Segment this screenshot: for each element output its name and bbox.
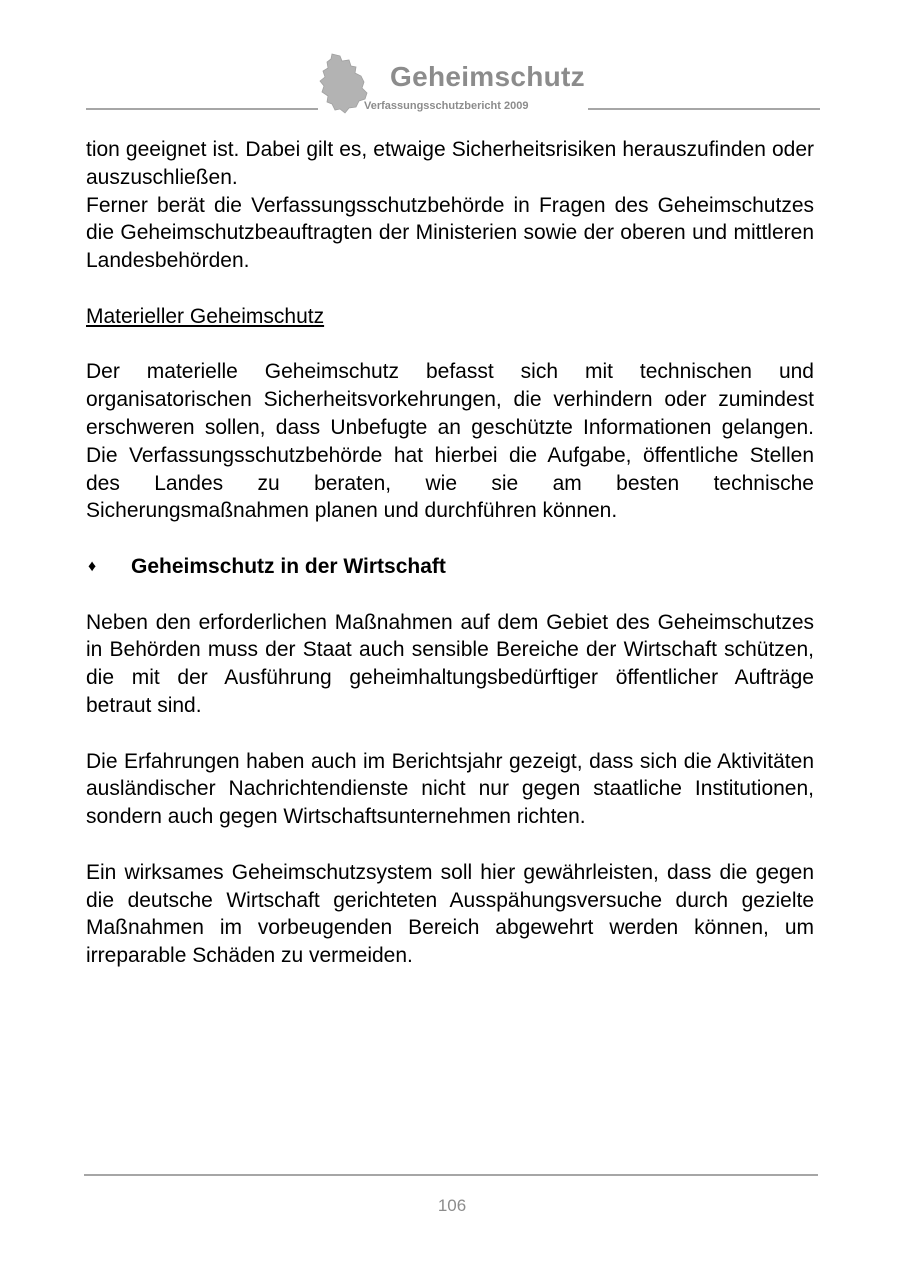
paragraph-3: Der materielle Geheimschutz befasst sich mit technischen und organisatorischen Sicherheitsvorkehrungen, die verhindern oder zumindest erschweren sollen, dass Unbefugte an geschützte Informationen gelangen. Die Verfassungsschutzbehörde hat hierbei die Aufgabe, öffentliche Stellen des Landes zu beraten, wie sie am besten technische Sicherungsmaßnahmen planen und durchführen können. xyxy=(86,360,814,523)
spacer xyxy=(86,720,814,748)
spacer xyxy=(86,831,814,859)
section-title-materieller-geheimschutz: Materieller Geheimschutz xyxy=(86,304,325,328)
spacer xyxy=(86,275,814,303)
spacer xyxy=(86,581,814,609)
paragraph-5: Die Erfahrungen haben auch im Berichtsjahr gezeigt, dass sich die Aktivitäten ausländischer Nachrichtendienste nicht nur gegen staatliche Institutionen, sondern auch gegen Wirtschaftsunternehmen richten. xyxy=(86,749,814,829)
page-number: 106 xyxy=(437,1196,467,1215)
paragraph-4: Neben den erforderlichen Maßnahmen auf dem Gebiet des Geheimschutzes in Behörden muss der Staat auch sensible Bereiche der Wirtschaft schützen, die mit der Ausführung geheimhaltungsbedürftiger öffentlicher Aufträge betraut sind. xyxy=(86,610,814,717)
header-rule-left xyxy=(86,108,318,110)
header-title: Geheimschutz xyxy=(390,61,585,92)
paragraph-1: tion geeignet ist. Dabei gilt es, etwaige Sicherheitsrisiken herauszufinden oder auszuschließen. xyxy=(86,138,814,189)
paragraph-2: Ferner berät die Verfassungsschutzbehörde in Fragen des Geheimschutzes die Geheimschutzbeauftragten der Ministerien sowie der oberen und mittleren Landesbehörden. xyxy=(86,193,814,273)
bullet-heading-wirtschaft xyxy=(86,553,814,581)
document-body xyxy=(86,136,814,970)
state-map-icon xyxy=(318,52,370,114)
spacer xyxy=(86,525,814,553)
paragraph-6: Ein wirksames Geheimschutzsystem soll hier gewährleisten, dass die gegen die deutsche Wirtschaft gerichteten Ausspähungsversuche durch gezielte Maßnahmen im vorbeugenden Bereich abgewehrt werden können, um irreparable Schäden zu vermeiden. xyxy=(86,860,814,968)
header-rule-right xyxy=(588,108,820,110)
page-header xyxy=(0,0,900,130)
header-subtitle: Verfassungsschutzbericht 2009 xyxy=(364,100,529,112)
diamond-bullet-icon: ♦ xyxy=(88,557,97,575)
spacer xyxy=(86,331,814,359)
bullet-heading-text: Geheimschutz in der Wirtschaft xyxy=(131,554,446,578)
footer-rule xyxy=(84,1174,818,1176)
